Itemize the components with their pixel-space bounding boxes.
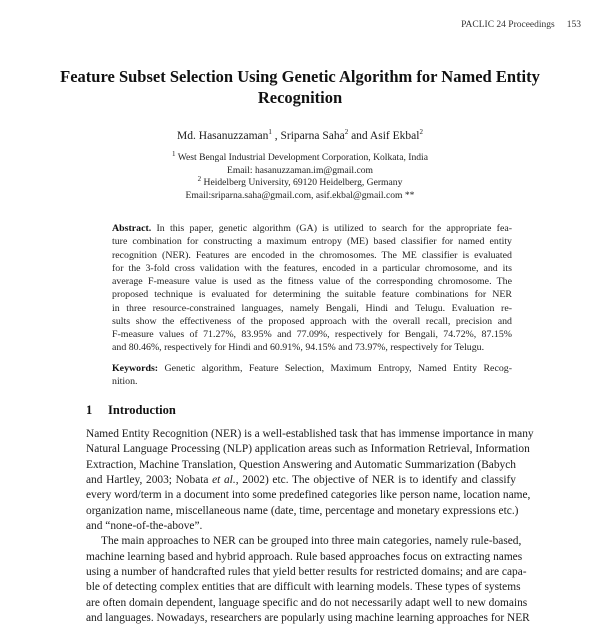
abstract-line: for the 3-fold cross validation with the features, encoded in a particular chromosome, and its (112, 262, 512, 274)
text-line: machine learning based and hybrid approach. Rule based approaches focus on extracting names (86, 550, 523, 563)
author-affiliation-mark: 1 (268, 128, 272, 137)
text-line: The main approaches to NER can be grouped into three main categories, namely rule-based, (101, 535, 522, 548)
affiliation-text: West Bengal Industrial Development Corporation, Kolkata, India (175, 152, 428, 163)
abstract-line: average F-measure value is used as the fitness value of the corresponding chromosome. The (112, 276, 512, 287)
text-line: organization name, miscellaneous name (date, time, percentage and monetary expressions etc.) (86, 504, 519, 517)
abstract-line: and 80.46%, respectively for Hindi and 60.91%, 94.15% and 73.97%, respectively for Telugu. (112, 342, 485, 354)
affiliation-2 (0, 177, 600, 190)
abstract-line (112, 222, 512, 235)
abstract (112, 222, 512, 355)
email-1: Email: hasanuzzaman.im@gmail.com (226, 164, 374, 176)
text-line: Extraction, Machine Translation, Question Answering and Automatic Summarization (Babych (86, 458, 516, 471)
author-name: and Asif Ekbal (348, 130, 420, 142)
affiliation-1 (0, 149, 600, 165)
title-line: Recognition (257, 88, 343, 107)
affiliation-text: Heidelberg University, 69120 Heidelberg, Germany (201, 177, 403, 189)
author-list (0, 130, 600, 142)
proceedings-name: PACLIC 24 Proceedings (461, 20, 555, 30)
text-segment: , 2002) etc. The objective of NER is to identify and classify (235, 474, 516, 487)
section-title: Introduction (108, 403, 176, 417)
keywords-label: Keywords: (112, 363, 159, 374)
text-line: Natural Language Processing (NLP) application areas such as Information Retrieval, Information (86, 443, 530, 456)
page-number: 153 (566, 20, 581, 30)
author-name: , Sriparna Saha (271, 130, 345, 142)
text-line: using a number of handcrafted rules that yield better results for restricted domains; and are capa- (86, 566, 527, 579)
keywords-line (112, 362, 512, 375)
keywords-text: Genetic algorithm, Feature Selection, Maximum Entropy, Named Entity Recog- (158, 363, 512, 374)
text-line: ble of detecting complex entities that are difficult with learning models. These types of systems (86, 581, 521, 594)
section-number: 1 (86, 403, 93, 417)
abstract-label: Abstract. (112, 223, 152, 234)
text-line: every word/term in a document into some predefined categories like person name, location name, (86, 489, 531, 502)
abstract-line: recognition (NER). Features are encoded in the chromosomes. The ME classifier is evaluated (112, 249, 512, 261)
text-line: are often domain dependent, language specific and do not necessarily adapt well to new domains (86, 596, 528, 609)
abstract-line: sults show the effectiveness of the proposed approach with the overall recall, precision and (112, 315, 512, 327)
email-2: Email:sriparna.saha@gmail.com, asif.ekbal@gmail.com ** (185, 189, 415, 201)
running-header (461, 20, 581, 30)
keywords-line: nition. (112, 376, 138, 388)
title-line: Feature Subset Selection Using Genetic Algorithm for Named Entity (60, 67, 540, 86)
paragraph (86, 427, 534, 534)
citation-etal: et al. (212, 474, 236, 487)
author-affiliation-mark: 2 (419, 128, 423, 137)
paper-title (60, 66, 540, 108)
text-line: and languages. Nowadays, researchers are popularly using machine learning approaches for NER (86, 612, 530, 625)
author-affiliation-mark: 2 (344, 128, 349, 137)
author-name: Md. Hasanuzzaman (177, 130, 269, 142)
abstract-line: in three resource-constrained languages, namely Bengali, Hindi and Telugu. Evaluation re- (112, 302, 512, 314)
paragraph (86, 534, 530, 626)
abstract-line: ture combination for constructing a maximum entropy (ME) based classifier for named entity (112, 236, 512, 248)
abstract-line: F-measure values of 71.27%, 83.95% and 77.09%, respectively for Bengali, 74.72%, 87.15% (112, 329, 512, 340)
text-segment: and Hartley, 2003; Nobata (86, 474, 213, 487)
keywords (112, 362, 512, 389)
affiliation-mark: 2 (197, 175, 202, 183)
affiliation-mark: 1 (172, 149, 176, 158)
text-line: and “none-of-the-above”. (86, 520, 203, 533)
text-line: Named Entity Recognition (NER) is a well-established task that has immense importance in many (86, 428, 534, 440)
text-line (86, 473, 516, 488)
abstract-line: proposed technique is evaluated for determining the suitable feature combinations for NER (112, 289, 512, 301)
introduction-body (86, 427, 534, 626)
abstract-text: In this paper, genetic algorithm (GA) is utilized to search for the appropriate fea- (151, 223, 512, 234)
affiliations (0, 149, 600, 202)
section-heading (86, 403, 176, 418)
